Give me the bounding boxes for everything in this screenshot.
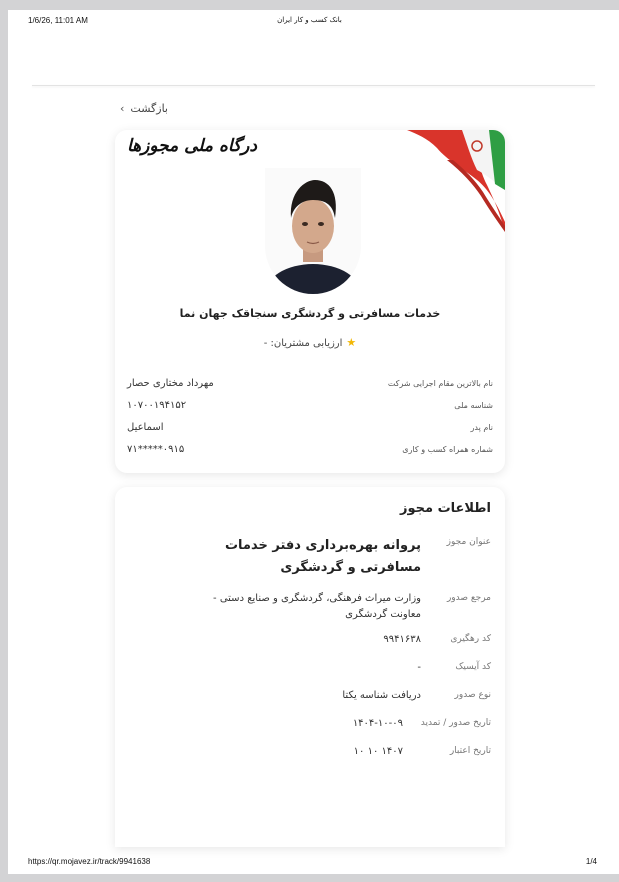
isic-code-label: کد آیسیک <box>455 662 491 672</box>
back-link[interactable] <box>120 102 168 115</box>
license-title-label: عنوان مجوز <box>446 537 491 547</box>
national-id-label: شناسه ملی <box>454 400 493 410</box>
license-row-title <box>129 535 491 579</box>
print-title: بانک کسب و کار ایران <box>277 16 342 24</box>
info-row-mobile <box>127 441 493 457</box>
tracking-code-value: ۹۹۴۱۶۳۸ <box>383 634 421 645</box>
rating-label: ارزیابی مشتریان: - <box>263 338 343 349</box>
profile-card <box>115 130 505 473</box>
print-url: https://qr.mojavez.ir/track/9941638 <box>28 857 151 866</box>
back-label: بازگشت <box>130 102 168 115</box>
portal-logo: درگاه ملی مجوزها <box>127 136 257 156</box>
ceo-name-value: مهرداد مختاری حصار <box>127 377 214 389</box>
license-row-tracking <box>129 632 491 648</box>
license-row-issue-date <box>129 716 491 732</box>
profile-photo <box>265 168 361 294</box>
tracking-code-label: کد رهگیری <box>450 634 491 644</box>
expiry-date-label: تاریخ اعتبار <box>449 746 491 756</box>
mobile-label: شماره همراه کسب و کاری <box>402 444 493 454</box>
mobile-value: ۰۹۱۵*****۷۱ <box>127 443 185 455</box>
ceo-name-label: نام بالاترین مقام اجرایی شرکت <box>387 378 493 388</box>
info-row-national-id <box>127 397 493 413</box>
issue-type-label: نوع صدور <box>454 690 491 700</box>
license-title-value: پروانه بهره‌برداری دفتر خدمات مسافرتی و گردشگری <box>224 538 421 575</box>
issuer-value: وزارت میراث فرهنگی، گردشگری و صنایع دستی - معاونت گردشگری <box>213 593 421 620</box>
father-name-label: نام پدر <box>470 422 493 432</box>
isic-code-value: - <box>417 662 421 673</box>
customer-rating <box>115 336 505 349</box>
issuer-label: مرجع صدور <box>446 593 491 603</box>
expiry-date-value: ۱۴۰۷ ۱۰ ۱۰ <box>353 746 403 757</box>
license-row-issuer <box>129 591 491 623</box>
issue-date-value: ۱۴۰۴-۱۰-۰۹ <box>352 718 403 729</box>
star-icon: ★ <box>346 336 357 349</box>
company-name: خدمات مسافرتی و گردشگری سنجاقک جهان نما <box>179 307 441 320</box>
issue-date-label: تاریخ صدور / تمدید <box>420 718 491 728</box>
info-row-ceo <box>127 375 493 391</box>
iran-flag-icon <box>407 130 505 232</box>
license-card <box>115 487 505 847</box>
license-row-isic <box>129 660 491 676</box>
issue-type-value: دریافت شناسه یکتا <box>342 690 421 701</box>
national-id-value: ۱۰۷۰۰۱۹۴۱۵۲ <box>127 399 187 411</box>
info-row-father-name <box>127 419 493 435</box>
license-row-expiry <box>129 744 491 760</box>
chevron-right-icon: › <box>120 102 125 115</box>
print-datetime: 1/6/26, 11:01 AM <box>28 16 88 25</box>
header-divider <box>32 85 595 86</box>
father-name-value: اسماعیل <box>127 421 164 433</box>
print-page-number: 1/4 <box>585 857 597 866</box>
license-section-title: اطلاعات مجوز <box>400 501 491 516</box>
license-row-issue-type <box>129 688 491 704</box>
